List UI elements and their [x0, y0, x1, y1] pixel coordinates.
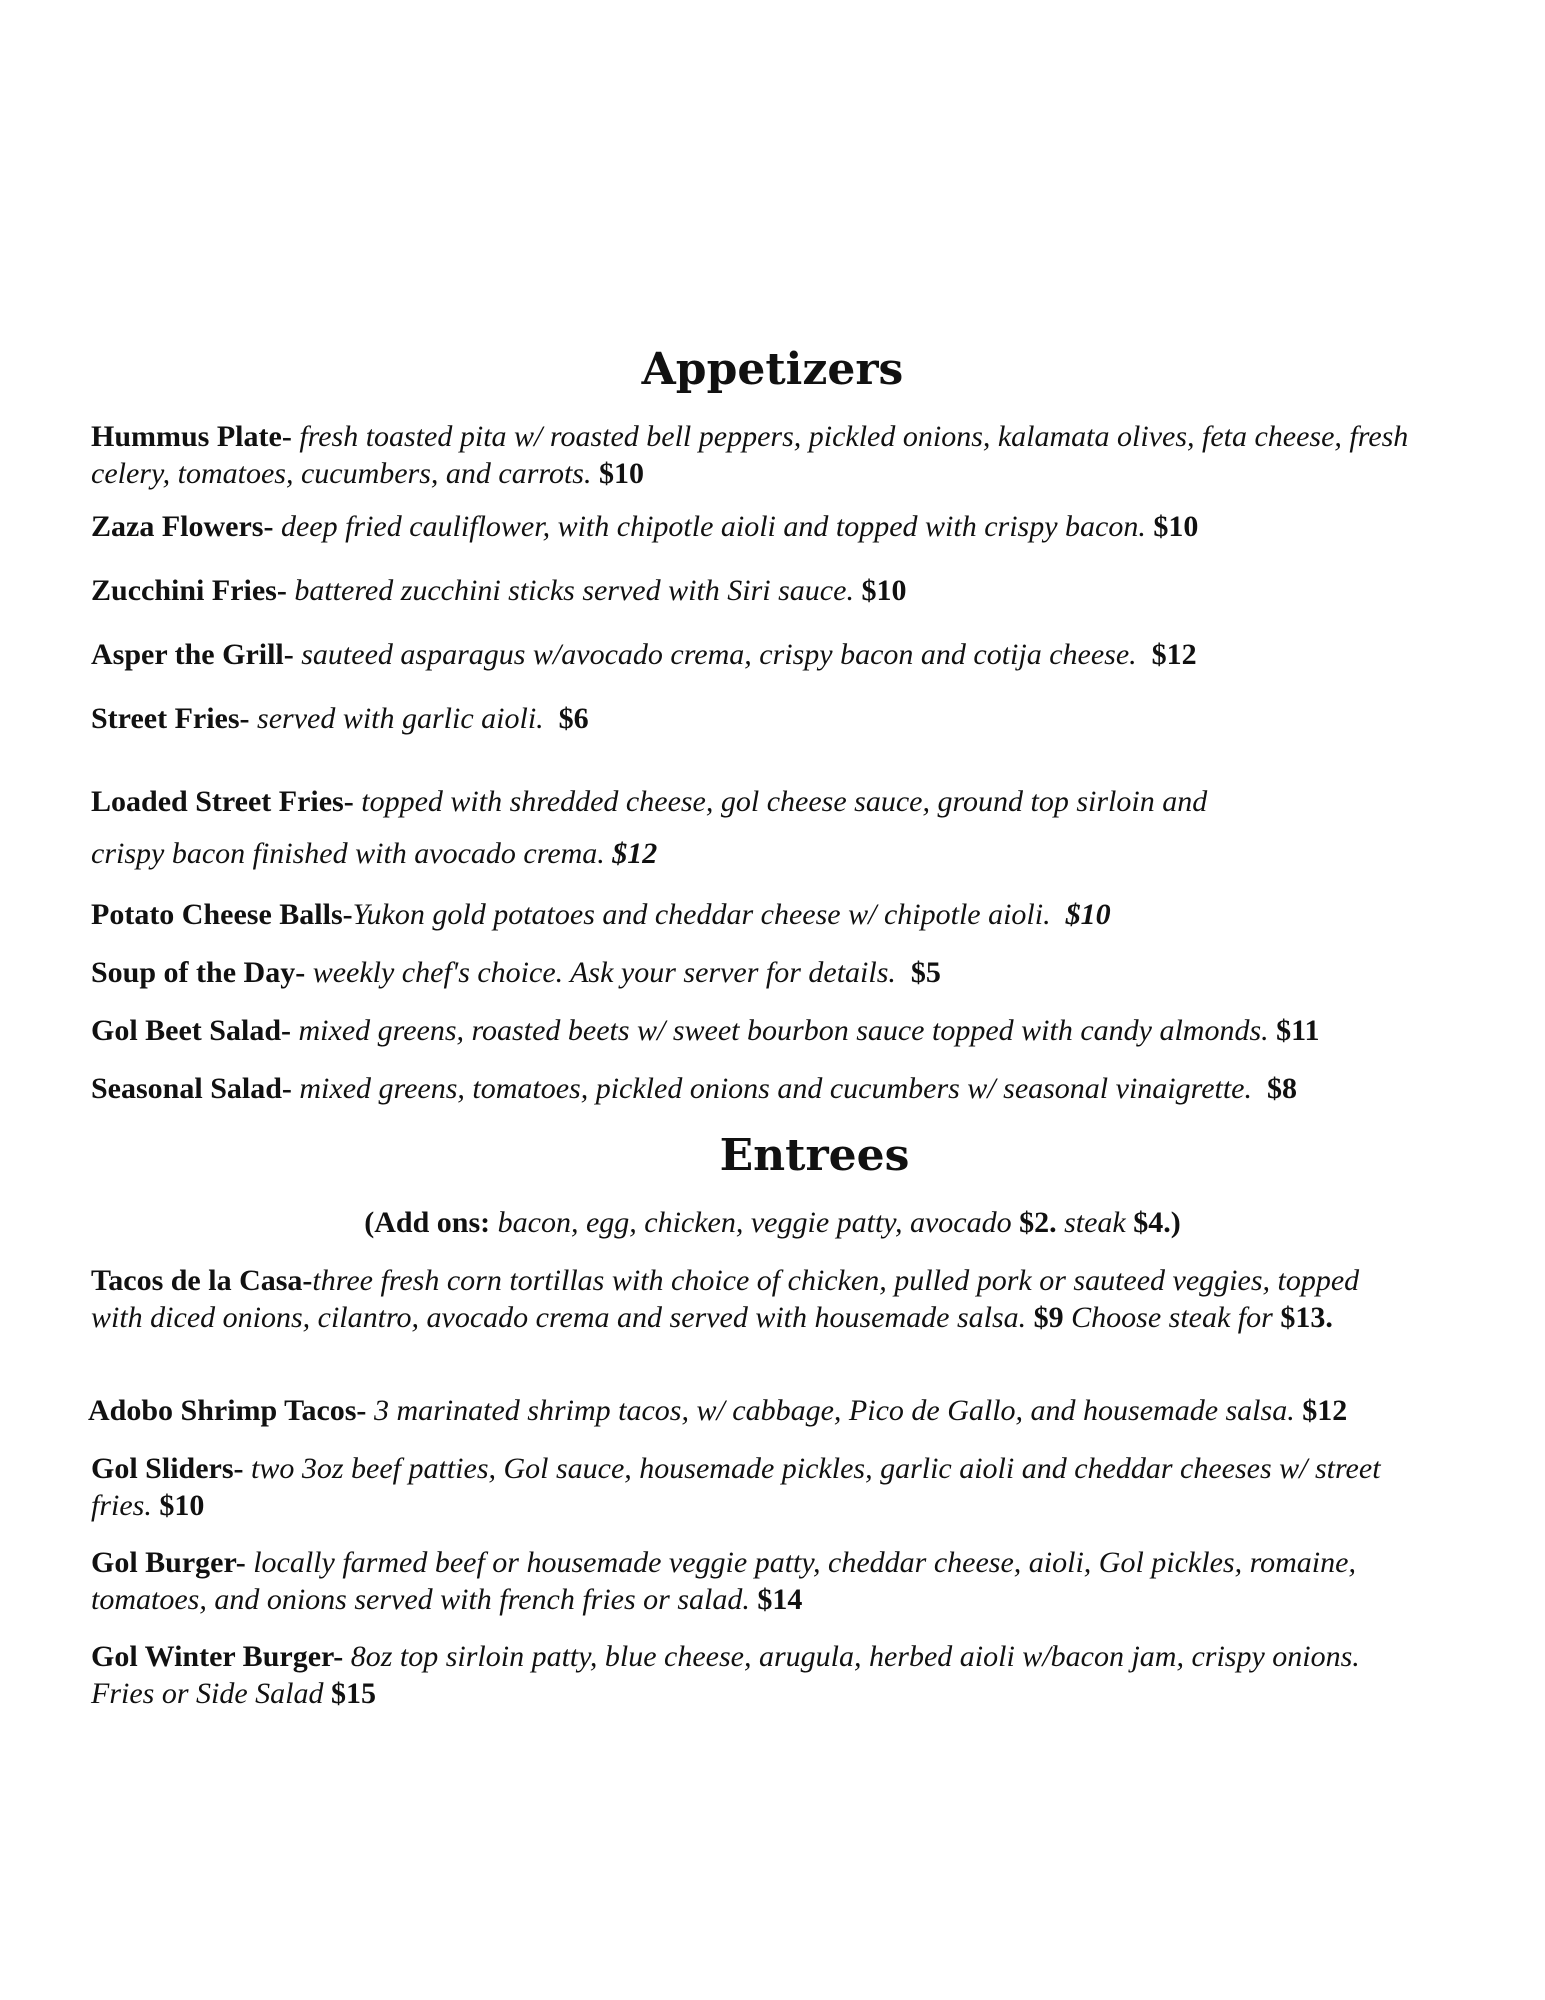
item-description-line-2: crispy bacon finished with avocado crema.: [91, 837, 605, 870]
item-description: three fresh corn tortillas with choice of chicken, pulled pork or sauteed veggies, topped with diced onions, cilantro, avocado crema and served with housemade salsa.: [91, 1264, 1360, 1334]
add-ons-steak-price: $4.): [1133, 1206, 1181, 1239]
item-name: Gol Sliders-: [91, 1452, 244, 1485]
menu-item-potato-cheese-balls: [91, 896, 1441, 933]
add-ons-label: (Add ons:: [364, 1206, 498, 1239]
item-description: Yukon gold potatoes and cheddar cheese w/ chipotle aioli.: [352, 898, 1051, 931]
item-price: $10: [159, 1489, 205, 1522]
menu-item-tacos-de-la-casa: [91, 1262, 1381, 1336]
item-description: 3 marinated shrimp tacos, w/ cabbage, Pico de Gallo, and housemade salsa.: [366, 1394, 1295, 1427]
appetizers-heading: Appetizers: [641, 344, 904, 395]
item-description: weekly chef's choice. Ask your server for details.: [305, 956, 896, 989]
item-description: 8oz top sirloin patty, blue cheese, arugula, herbed aioli w/bacon jam, crispy onions. Fries or Side Salad: [91, 1640, 1360, 1710]
item-name: Adobo Shrimp Tacos-: [88, 1394, 367, 1427]
menu-item-zaza-flowers: [91, 508, 1441, 545]
item-name: Loaded Street Fries-: [91, 785, 354, 818]
menu-item-zucchini-fries: [91, 572, 1441, 609]
item-price: $10: [861, 574, 907, 607]
menu-item-seasonal-salad: [91, 1070, 1491, 1107]
add-ons-price: $2.: [1019, 1206, 1057, 1239]
item-description: mixed greens, tomatoes, pickled onions and cucumbers w/ seasonal vinaigrette.: [291, 1072, 1252, 1105]
add-ons-steak: steak: [1056, 1206, 1134, 1239]
item-description: two 3oz beef patties, Gol sauce, housemade pickles, garlic aioli and cheddar cheeses w/ street fries.: [91, 1452, 1381, 1522]
item-name: Seasonal Salad-: [91, 1072, 292, 1105]
item-name: Street Fries-: [91, 702, 250, 735]
menu-item-gol-sliders: [91, 1450, 1401, 1524]
item-name: Potato Cheese Balls-: [91, 898, 353, 931]
item-description: mixed greens, roasted beets w/ sweet bourbon sauce topped with candy almonds.: [291, 1014, 1269, 1047]
menu-item-adobo-shrimp-tacos: [88, 1392, 1508, 1429]
menu-item-asper-the-grill: [91, 636, 1441, 673]
menu-item-soup-of-the-day: [91, 954, 1441, 991]
item-price: $9: [1033, 1301, 1064, 1334]
item-price: $14: [757, 1583, 803, 1616]
item-name: Zucchini Fries-: [91, 574, 287, 607]
menu-item-street-fries: [91, 700, 1441, 737]
item-price: $12: [1302, 1394, 1348, 1427]
item-price: $6: [558, 702, 589, 735]
item-name: Gol Burger-: [91, 1546, 246, 1579]
item-description: fresh toasted pita w/ roasted bell peppers, pickled onions, kalamata olives, feta cheese, fresh celery, tomatoes, cucumbers, and carrots.: [91, 420, 1409, 490]
item-description: deep fried cauliflower, with chipotle aioli and topped with crispy bacon.: [273, 510, 1146, 543]
item-name: Soup of the Day-: [91, 956, 306, 989]
item-price: $12: [1151, 638, 1197, 671]
item-description: locally farmed beef or housemade veggie patty, cheddar cheese, aioli, Gol pickles, romaine, tomatoes, and onions served with french fries or salad.: [91, 1546, 1356, 1616]
menu-item-gol-beet-salad: [91, 1012, 1491, 1049]
menu-item-hummus-plate: [91, 418, 1431, 492]
item-name: Hummus Plate-: [91, 420, 292, 453]
item-upgrade-price: $13.: [1280, 1301, 1333, 1334]
item-upgrade-text: Choose steak for: [1063, 1301, 1281, 1334]
item-price: $11: [1276, 1014, 1320, 1047]
add-ons-list: bacon, egg, chicken, veggie patty, avocado: [497, 1206, 1020, 1239]
item-price: $5: [910, 956, 941, 989]
item-price: $10: [1153, 510, 1199, 543]
entrees-heading: Entrees: [719, 1130, 910, 1181]
menu-item-loaded-street-fries: [91, 776, 1441, 880]
item-price: $8: [1267, 1072, 1297, 1105]
item-description: topped with shredded cheese, gol cheese sauce, ground top sirloin and: [353, 785, 1208, 818]
item-name: Gol Beet Salad-: [91, 1014, 291, 1047]
item-price: $10: [1065, 898, 1111, 931]
item-description: sauteed asparagus w/avocado crema, crispy bacon and cotija cheese.: [293, 638, 1137, 671]
item-description: battered zucchini sticks served with Siri sauce.: [286, 574, 854, 607]
item-name: Tacos de la Casa-: [91, 1264, 313, 1297]
item-name: Asper the Grill-: [91, 638, 294, 671]
item-description: served with garlic aioli.: [249, 702, 544, 735]
item-name: Zaza Flowers-: [91, 510, 274, 543]
item-price: $15: [331, 1677, 376, 1710]
item-price: $12: [612, 837, 658, 870]
item-price: $10: [598, 457, 644, 490]
add-ons-line: [0, 1204, 1545, 1241]
item-name: Gol Winter Burger-: [91, 1640, 344, 1673]
menu-item-gol-burger: [91, 1544, 1431, 1618]
menu-item-gol-winter-burger: [91, 1638, 1391, 1712]
